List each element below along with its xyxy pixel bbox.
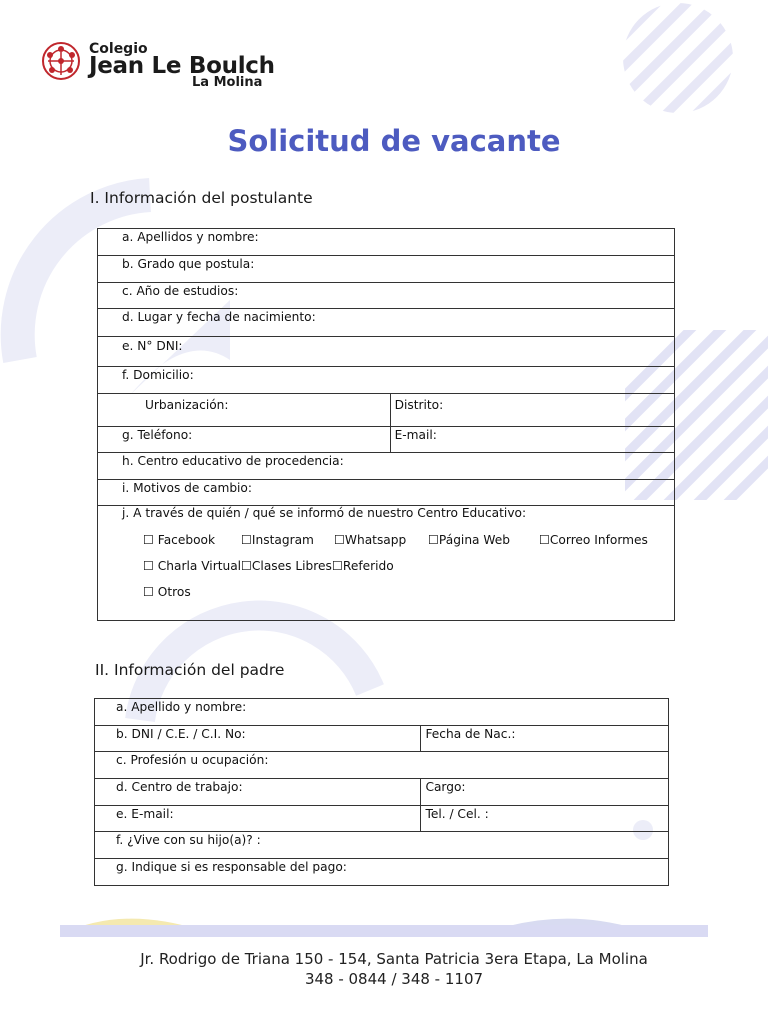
field-father-position[interactable] [421,779,669,806]
label-previous-school: h. Centro educativo de procedencia: [122,454,344,468]
field-father-id[interactable] [95,726,421,752]
father-form-table [94,698,669,886]
field-grade[interactable] [98,256,675,283]
field-father-workplace[interactable] [95,779,421,806]
field-father-occupation[interactable] [95,752,669,779]
footer-band [60,925,708,937]
logo-line-1: Colegio [89,41,148,57]
label-referral-source: j. A través de quién / qué se informó de nuestro Centro Educativo: [122,506,527,520]
field-dni[interactable] [98,337,675,367]
field-father-birthdate[interactable] [421,726,669,752]
label-birth-place-date: d. Lugar y fecha de nacimiento: [122,310,316,324]
field-father-lives-with-child[interactable] [95,832,669,859]
option-free-classes[interactable]: ☐Clases Libres [241,559,332,573]
field-previous-school[interactable] [98,453,675,480]
label-phone: g. Teléfono: [122,428,193,442]
option-virtual-talk[interactable]: ☐ Charla Virtual [143,559,242,573]
label-father-id: b. DNI / C.E. / C.I. No: [116,727,246,741]
field-address[interactable] [98,367,675,394]
field-district[interactable] [390,394,674,427]
field-referral-source [98,506,675,621]
option-web-page[interactable]: ☐Página Web [428,533,510,547]
field-change-reasons[interactable] [98,480,675,506]
option-others[interactable]: ☐ Otros [143,585,191,599]
label-address: f. Domicilio: [122,368,194,382]
field-father-payment-responsible[interactable] [95,859,669,886]
field-father-phone[interactable] [421,806,669,832]
label-change-reasons: i. Motivos de cambio: [122,481,252,495]
label-father-email: e. E-mail: [116,807,174,821]
logo-line-3: La Molina [192,75,263,90]
applicant-form-table [97,228,675,621]
field-father-name[interactable] [95,699,669,726]
section-1-heading: I. Información del postulante [90,189,313,207]
label-district: Distrito: [394,398,444,412]
footer-address: Jr. Rodrigo de Triana 150 - 154, Santa Patricia 3era Etapa, La Molina [140,950,648,968]
label-father-occupation: c. Profesión u ocupación: [116,753,269,767]
field-phone[interactable] [98,427,391,453]
logo-line-2: Jean Le Boulch [89,53,275,79]
label-father-birthdate: Fecha de Nac.: [425,727,516,741]
option-facebook[interactable]: ☐ Facebook [143,533,216,547]
label-father-lives-with-child: f. ¿Vive con su hijo(a)? : [116,833,261,847]
label-grade: b. Grado que postula: [122,257,255,271]
label-father-phone: Tel. / Cel. : [425,807,489,821]
field-birth-place-date[interactable] [98,309,675,337]
field-applicant-name[interactable] [98,229,675,256]
label-father-payment-responsible: g. Indique si es responsable del pago: [116,860,347,874]
page-title: Solicitud de vacante [227,124,561,158]
label-study-year: c. Año de estudios: [122,284,239,298]
section-2-heading: II. Información del padre [95,661,285,679]
option-email-info[interactable]: ☐Correo Informes [539,533,648,547]
school-logo-icon [40,40,82,82]
option-whatsapp[interactable]: ☐Whatsapp [334,533,407,547]
label-dni: e. N° DNI: [122,339,183,353]
field-email[interactable] [390,427,674,453]
option-referred[interactable]: ☐Referido [332,559,394,573]
label-applicant-name: a. Apellidos y nombre: [122,230,259,244]
field-father-email[interactable] [95,806,421,832]
option-instagram[interactable]: ☐Instagram [241,533,314,547]
label-father-name: a. Apellido y nombre: [116,700,247,714]
label-urbanization: Urbanización: [145,398,229,412]
field-urbanization[interactable] [98,394,391,427]
footer-phones: 348 - 0844 / 348 - 1107 [304,970,484,988]
label-father-position: Cargo: [425,780,466,794]
label-email: E-mail: [394,428,437,442]
field-study-year[interactable] [98,283,675,309]
label-father-workplace: d. Centro de trabajo: [116,780,243,794]
